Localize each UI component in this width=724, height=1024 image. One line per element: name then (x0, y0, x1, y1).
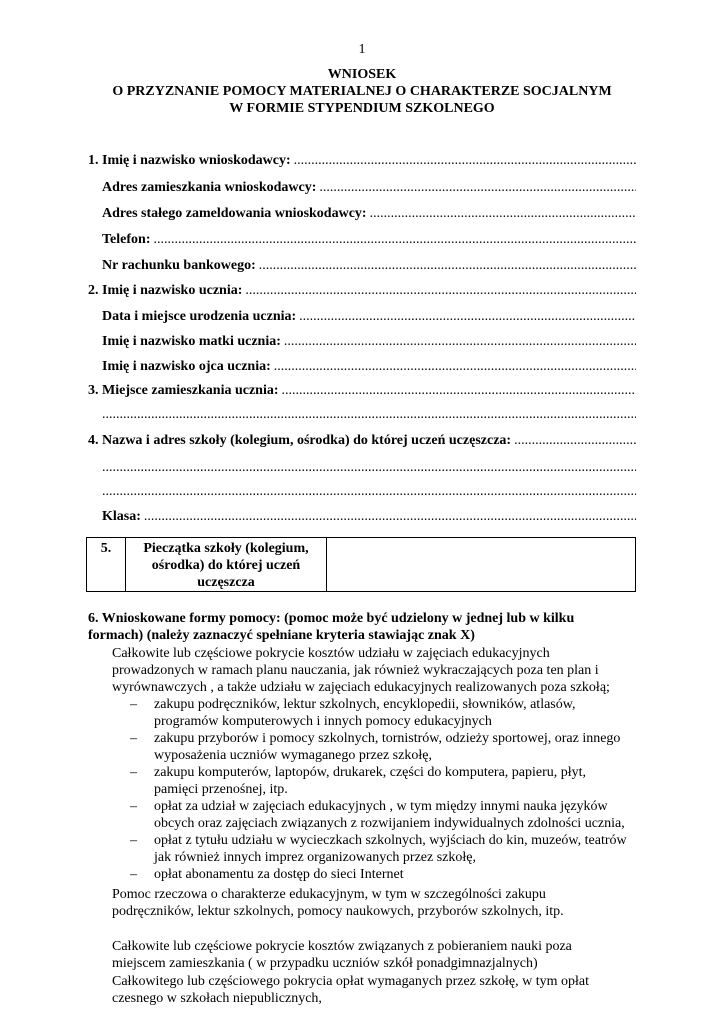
fill-line[interactable] (274, 358, 636, 376)
list-item-line: zakupu podręczników, lektur szkolnych, encyklopedii, słowników, atlasów, (154, 697, 576, 712)
form-title-line-3: W FORMIE STYPENDIUM SZKOLNEGO (229, 101, 495, 116)
fill-line[interactable] (299, 308, 636, 326)
option-1-line-2: prowadzonych w ramach planu nauczania, jak również wykraczających poza ten plan i (112, 663, 599, 678)
stamp-section-number: 5. (87, 538, 126, 592)
list-item (90, 764, 650, 798)
page-number: 1 (358, 42, 366, 57)
form-title-line-2: O PRZYZNANIE POMOCY MATERIALNEJ O CHARAKTERZE SOCJALNYM (112, 84, 612, 99)
dash-bullet: – (130, 731, 137, 746)
list-item (90, 730, 650, 764)
school-name-field[interactable] (88, 432, 636, 450)
option-1-line-3: wyrównawczych , a także udziału w zajęciach edukacyjnych realizowanych poza szkołą; (112, 680, 610, 695)
fill-line[interactable] (514, 432, 636, 450)
stamp-label (126, 538, 327, 592)
class-field[interactable] (102, 508, 636, 526)
list-item-line: opłat abonamentu za dostęp do sieci Internet (154, 867, 404, 882)
student-residence-field[interactable] (88, 382, 636, 400)
applicant-address-field[interactable] (102, 179, 636, 197)
section-6-heading (88, 610, 648, 644)
list-item-line: zakupu komputerów, laptopów, drukarek, części do komputera, papieru, płyt, (154, 765, 587, 780)
fill-line[interactable] (153, 231, 636, 249)
fill-line[interactable] (245, 282, 636, 300)
form-title (0, 66, 724, 117)
dash-bullet: – (130, 799, 137, 814)
bank-account-field[interactable] (102, 257, 636, 275)
applicant-name-field[interactable] (88, 152, 636, 170)
list-item (90, 866, 650, 883)
student-residence-label: 3. Miejsce zamieszkania ucznia: (88, 383, 279, 398)
option-2-line-2: podręczników, lektur szkolnych, pomocy naukowych, przyborów szkolnych, itp. (112, 904, 564, 919)
list-item-line: wyposażenia uczniów wymaganego przez szkołę, (154, 748, 432, 763)
applicant-name-label: 1. Imię i nazwisko wnioskodawcy: (88, 153, 291, 168)
phone-label: Telefon: (102, 232, 151, 247)
fill-line[interactable] (294, 152, 636, 170)
fill-line[interactable] (102, 483, 636, 501)
section-6-heading-line-1: 6. Wnioskowane formy pomocy: (pomoc może być udzielony w jednej lub w kilku (88, 611, 575, 626)
dash-bullet: – (130, 765, 137, 780)
student-name-field[interactable] (88, 282, 636, 300)
option-2-line-1: Pomoc rzeczowa o charakterze edukacyjnym, w tym w szczególności zakupu (112, 887, 546, 902)
stamp-area[interactable] (327, 538, 636, 592)
option-4-line-1: Całkowitego lub częściowego pokrycia opłat wymaganych przez szkołę, w tym opłat (112, 974, 590, 989)
mother-name-label: Imię i nazwisko matki ucznia: (102, 334, 281, 349)
dash-bullet: – (130, 867, 137, 882)
fill-line[interactable] (259, 257, 636, 275)
option-1-sublist (90, 696, 650, 883)
bank-account-label: Nr rachunku bankowego: (102, 258, 256, 273)
option-3-line-1: Całkowite lub częściowe pokrycie kosztów związanych z pobieraniem nauki poza (112, 939, 572, 954)
student-residence-continuation-field[interactable] (102, 406, 636, 424)
list-item-line: pamięci przenośnej, itp. (154, 782, 288, 797)
list-item-line: zakupu przyborów i pomocy szkolnych, tornistrów, odzieży sportowej, oraz innego (154, 731, 621, 746)
stamp-label-line-1: Pieczątka szkoły (kolegium, (143, 541, 309, 556)
list-item-line: opłat z tytułu udziału w wycieczkach szkolnych, wyjściach do kin, muzeów, teatrów (154, 833, 627, 848)
fill-line[interactable] (144, 508, 636, 526)
school-name-label: 4. Nazwa i adres szkoły (kolegium, ośrodka) do której uczeń uczęszcza: (88, 433, 512, 448)
school-address-line-1-field[interactable] (102, 459, 636, 477)
section-6-heading-line-2: formach) (należy zaznaczyć spełniane kryteria stawiając znak X) (88, 628, 475, 643)
option-3-line-2: miejscem zamieszkania ( w przypadku uczniów szkół ponadgimnazjalnych) (112, 956, 538, 971)
applicant-registered-address-field[interactable] (102, 205, 636, 223)
student-name-label: 2. Imię i nazwisko ucznia: (88, 283, 243, 298)
dash-bullet: – (130, 697, 137, 712)
fill-line[interactable] (282, 382, 636, 400)
student-birth-field[interactable] (102, 308, 636, 326)
phone-field[interactable] (102, 231, 636, 249)
list-item (90, 832, 650, 866)
class-label: Klasa: (102, 509, 141, 524)
applicant-address-label: Adres zamieszkania wnioskodawcy: (102, 180, 317, 195)
option-1-line-1: Całkowite lub częściowe pokrycie kosztów udziału w zajęciach edukacyjnych (112, 646, 550, 661)
applicant-registered-address-label: Adres stałego zameldowania wnioskodawcy: (102, 206, 367, 221)
fill-line[interactable] (102, 406, 636, 424)
option-3[interactable] (90, 938, 650, 972)
dash-bullet: – (130, 833, 137, 848)
stamp-label-line-2: ośrodka) do której uczeń (151, 558, 301, 573)
mother-name-field[interactable] (102, 333, 636, 351)
fill-line[interactable] (284, 333, 636, 351)
list-item-line: obcych oraz zajęciach związanych z rozwijaniem indywidualnych zdolności ucznia, (154, 816, 625, 831)
option-4[interactable] (90, 973, 650, 1007)
list-item-line: jak również innych imprez organizowanych przez szkołę, (154, 850, 476, 865)
list-item-line: opłat za udział w zajęciach edukacyjnych , w tym między innymi nauka języków (154, 799, 608, 814)
option-1[interactable] (90, 645, 650, 883)
student-birth-label: Data i miejsce urodzenia ucznia: (102, 309, 297, 324)
option-2[interactable] (90, 886, 650, 920)
school-stamp-table (86, 537, 636, 592)
option-4-line-2: czesnego w szkołach niepublicznych, (112, 991, 322, 1006)
father-name-field[interactable] (102, 358, 636, 376)
list-item (90, 696, 650, 730)
fill-line[interactable] (319, 179, 636, 197)
fill-line[interactable] (102, 459, 636, 477)
stamp-label-line-3: uczęszcza (197, 575, 255, 590)
list-item-line: programów komputerowych i innych pomocy edukacyjnych (154, 714, 492, 729)
fill-line[interactable] (370, 205, 636, 223)
list-item (90, 798, 650, 832)
school-address-line-2-field[interactable] (102, 483, 636, 501)
father-name-label: Imię i nazwisko ojca ucznia: (102, 359, 271, 374)
form-title-line-1: WNIOSEK (327, 67, 397, 82)
